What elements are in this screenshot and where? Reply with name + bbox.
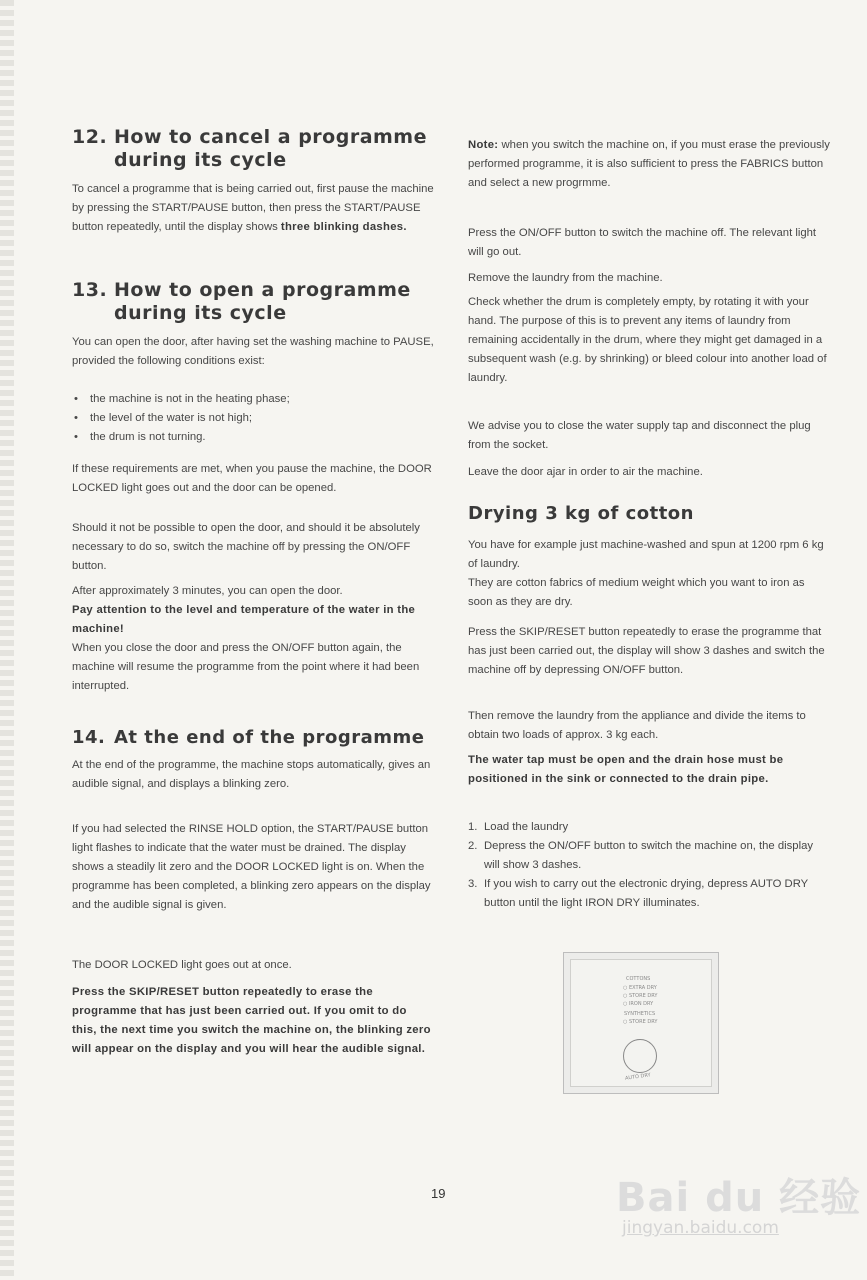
- section-13-paragraph-2: If these requirements are met, when you pause the machine, the DOOR LOCKED light goes out and the door can be opened.: [72, 463, 432, 494]
- step-text: Load the laundry: [484, 821, 569, 833]
- section-12-title-line1: How to cancel a programme: [114, 126, 427, 148]
- page-number: 19: [431, 1186, 446, 1201]
- section-13-heading: [72, 279, 452, 325]
- section-13-intro: You can open the door, after having set the washing machine to PAUSE, provided the following conditions exist:: [72, 336, 434, 367]
- list-item: [468, 837, 830, 875]
- section-12-number: 12.: [72, 126, 108, 148]
- panel-label-auto-dry: AUTO DRY: [624, 1072, 652, 1082]
- drying-steps-list: [468, 818, 830, 913]
- section-14-number: 14.: [72, 727, 106, 748]
- step-text: If you wish to carry out the electronic drying, depress AUTO DRY button until the light IRON DRY illuminates.: [484, 878, 808, 909]
- drying-paragraph-2: They are cotton fabrics of medium weight which you want to iron as soon as they are dry.: [468, 577, 805, 608]
- section-12-text: To cancel a programme that is being carried out, first pause the machine by pressing the START/PAUSE button, then press the START/PAUSE button repeatedly, until the display shows: [72, 183, 434, 233]
- section-14-title: At the end of the programme: [114, 727, 425, 748]
- section-14-paragraph-2: If you had selected the RINSE HOLD option, the START/PAUSE button light flashes to indicate that the water must be drained. The display shows a steadily lit zero and the DOOR LOCKED light is on. When the programme has been completed, a blinking zero appears on the display and the audible signal is given.: [72, 823, 431, 911]
- list-item: • the level of the water is not high;: [72, 409, 434, 428]
- section-14-paragraph-1: At the end of the programme, the machine stops automatically, gives an audible signal, and displays a blinking zero.: [72, 759, 431, 790]
- note-paragraph: [468, 136, 830, 193]
- panel-label-cottons: COTTONS: [626, 976, 651, 982]
- drying-warning: The water tap must be open and the drain hose must be positioned in the sink or connected to the drain pipe.: [468, 754, 784, 785]
- list-item: • the machine is not in the heating phase;: [72, 390, 434, 409]
- section-13-paragraph-4-text: After approximately 3 minutes, you can open the door.: [72, 585, 343, 597]
- panel-label-store-dry: ○ STORE DRY: [623, 993, 658, 999]
- auto-dry-knob-icon: [623, 1039, 657, 1073]
- right-paragraph-2: Remove the laundry from the machine.: [468, 272, 663, 284]
- section-13-number: 13.: [72, 279, 108, 301]
- drying-paragraph-1: You have for example just machine-washed and spun at 1200 rpm 6 kg of laundry.: [468, 539, 824, 570]
- note-text: when you switch the machine on, if you must erase the previously performed programme, it is also sufficient to press the FABRICS button and select a new progrmme.: [468, 139, 830, 189]
- auto-dry-panel-illustration: [563, 952, 719, 1094]
- drying-paragraph-4: Then remove the laundry from the appliance and divide the items to obtain two loads of approx. 3 kg each.: [468, 710, 806, 741]
- baidu-watermark-url: jingyan.baidu.com: [622, 1218, 779, 1238]
- section-13-paragraph-3: Should it not be possible to open the door, and should it be absolutely necessary to do so, switch the machine off by pressing the ON/OFF button.: [72, 522, 420, 572]
- right-paragraph-3: Check whether the drum is completely empty, by rotating it with your hand. The purpose of this is to prevent any items of laundry from remaining accidentally in the drum, where they might get damaged in a subsequent wash (e.g. by shrinking) or bleed colour into another load of laundry.: [468, 296, 827, 384]
- step-number: 3.: [468, 878, 478, 890]
- right-paragraph-1: Press the ON/OFF button to switch the machine off. The relevant light will go out.: [468, 227, 817, 258]
- section-12-title-line2: during its cycle: [114, 149, 287, 171]
- step-number: 2.: [468, 840, 478, 852]
- panel-option-text: IRON DRY: [628, 1001, 654, 1007]
- section-13-conditions-list: [72, 390, 434, 447]
- right-paragraph-5: Leave the door ajar in order to air the machine.: [468, 466, 703, 478]
- panel-label-extra-dry: ○ EXTRA DRY: [623, 985, 657, 991]
- section-13-paragraph-5: When you close the door and press the ON/OFF button again, the machine will resume the programme from the point where it had been interrupted.: [72, 642, 420, 692]
- baidu-watermark: Bai du 经验: [616, 1175, 862, 1221]
- step-number: 1.: [468, 821, 478, 833]
- scan-binding-edge: [0, 0, 14, 1280]
- list-item: [468, 818, 830, 837]
- drying-paragraph-3: Press the SKIP/RESET button repeatedly to erase the programme that has just been carried out, the display will show 3 dashes and switch the machine off by depressing ON/OFF button.: [468, 626, 825, 676]
- section-12-bold-text: three blinking dashes.: [280, 221, 407, 233]
- section-13-paragraph-4: [72, 582, 434, 639]
- note-label: Note:: [468, 139, 499, 151]
- panel-face: [570, 959, 712, 1087]
- right-paragraph-4: We advise you to close the water supply tap and disconnect the plug from the socket.: [468, 420, 811, 451]
- section-13-warning: Pay attention to the level and temperature of the water in the machine!: [72, 604, 416, 635]
- list-item: [468, 875, 830, 913]
- panel-label-synthetics: SYNTHETICS: [624, 1011, 656, 1017]
- panel-option-text: EXTRA DRY: [628, 985, 657, 991]
- section-14-heading: [72, 726, 452, 749]
- drying-heading: Drying 3 kg of cotton: [468, 503, 694, 524]
- section-12-heading: [72, 126, 452, 172]
- panel-option-text: STORE DRY: [628, 1019, 658, 1025]
- step-text: Depress the ON/OFF button to switch the machine on, the display will show 3 dashes.: [484, 840, 814, 871]
- panel-label-iron-dry: ○ IRON DRY: [623, 1001, 654, 1007]
- section-12-paragraph: [72, 180, 434, 237]
- panel-option-text: STORE DRY: [628, 993, 658, 999]
- list-item: • the drum is not turning.: [72, 428, 434, 447]
- section-13-title-line1: How to open a programme: [114, 279, 411, 301]
- section-13-title-line2: during its cycle: [114, 302, 287, 324]
- section-14-warning: Press the SKIP/RESET button repeatedly to erase the programme that has just been carried out. If you omit to do this, the next time you switch the machine on, the blinking zero will appear on the display and you will hear the audible signal.: [72, 986, 431, 1055]
- panel-label-store-dry-2: ○ STORE DRY: [623, 1019, 658, 1025]
- section-14-paragraph-3: The DOOR LOCKED light goes out at once.: [72, 959, 292, 971]
